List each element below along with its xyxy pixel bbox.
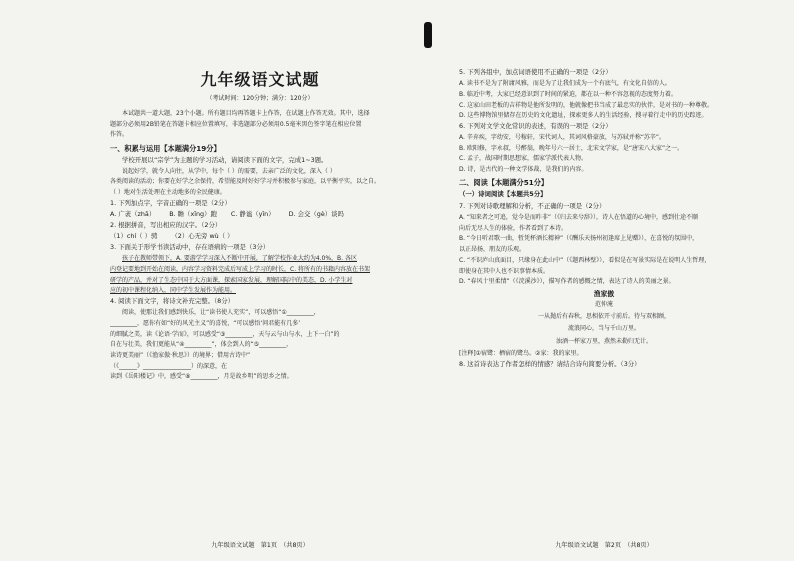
page-footer-left: 九年级语文试题 第1页 （共8页）	[211, 542, 309, 549]
q7-line: 以正昂扬，朋友的乐观。	[459, 246, 526, 254]
option-d: D. 会交（gè）谈吗	[288, 209, 344, 218]
option-a: A. 广袤（zhā）	[110, 209, 156, 218]
question-7: 7. 下列对诗歌理解和分析，不正确的一项是（2分）	[459, 201, 606, 210]
question-8: 8. 这首诗表达了作者怎样的情感？请结合诗句简要分析。（3分）	[459, 359, 641, 368]
q5-option-a: A. 读书不是为了附庸风雅，而是为了让我们成为一个有底气，有文化自信的人。	[459, 80, 671, 88]
section-intro: 学校开展以“宗学”为主题的学习活动，请阅读下面的文字，完成1~3题。	[122, 155, 328, 164]
poem-line: 浊酒一杯家万里，燕然未勒归无计。	[555, 337, 652, 345]
q2-item-1: （1）chí（ ）骋	[110, 232, 158, 241]
q6-option-b: B. 欧阳修，字永叔，号醉翁，晚年号六一居士，北宋文学家，是“唐宋八大家”之一。	[459, 144, 684, 152]
section-heading-2: 二、阅读【本题满分51分】	[459, 178, 549, 188]
q3-line: 孩子在教师带领下，A. 要游学学习深入不断中开展，了解学校作业大约为4.0%，B. 各区	[122, 255, 357, 263]
question-2: 2. 根据拼音，写出相应的汉字。（2分）	[110, 221, 222, 229]
q6-option-a: A. 辛弃疾，字幼安，号稼轩，宋代词人，其词风格豪放，与苏轼并称“苏辛”。	[459, 134, 666, 141]
q4-line: 读到《岳阳楼记》中，感受“⑧_________，月是故乡明”的思乡之情。	[110, 373, 293, 381]
exam-title: 九年级语文试题	[200, 70, 320, 89]
question-1-options	[110, 210, 410, 220]
poem-line: 流浪同心，当与千山万里。	[567, 325, 640, 333]
q7-line: C. “不识庐山真面目，只缘身在此山中”（《题西林壁》），看似是在写景实际是在说明人生哲理，	[459, 256, 711, 264]
q3-line: 研学的产品，并对了生态中国于大方面课，探索国家发展，理解国际中的美态，D. 小学生对	[110, 276, 353, 284]
question-4: 4. 阅读下面文字，将诗文补充完整。（8分）	[110, 297, 235, 306]
poem-line: 一从抛后有春秋，思相依开寸前后。待与双相顾，	[537, 313, 670, 321]
q7-line: A. “知来者之可追，觉今是而昨非”（《归去来兮辞》），诗人在悟道的心境中，感到仕途不顺	[459, 214, 699, 221]
passage-line: 说起好学，就令人向往，从学中，每个（ ）的需要，去亲广泛的文化，深入（ ）	[122, 167, 336, 175]
question-1: 1. 下列加点字，字音正确的一项是（2分）	[110, 198, 231, 207]
q5-option-d: D. 这些博物馆里储存在历史的文化遗址，探索更多人的生活经验，搜寻着行走中的历史踪迹。	[459, 112, 708, 120]
question-5: 5. 下列各组中，加点词语使用不正确的一项是（2分）	[459, 68, 612, 76]
page-right	[459, 60, 749, 550]
subsection-heading: （一）诗词阅读【本题共5分】	[459, 190, 547, 199]
q7-line: D. “春风十里柔情”（《浣溪沙》），描写作者的感慨之情，表达了诗人的美丽之景。	[459, 278, 675, 286]
page-footer-right: 九年级语文试题 第2页 （共8页）	[555, 542, 653, 549]
poem-author: 范仲淹	[594, 301, 613, 309]
question-2-items	[110, 232, 410, 242]
q5-option-b: B. 临近中考，大家已经意识到了时间的紧迫，都在以一种不容忽视的态度努力着。	[459, 90, 677, 98]
option-b: B. 瞻（xīng）跑	[169, 209, 217, 218]
binding-clip	[424, 22, 432, 48]
q3-line: 应的初中课程化纳入，同中学生发展作为能用。	[110, 287, 237, 295]
q7-line: 向后无尽人生的体验，作者看到了本诗。	[459, 224, 568, 232]
instruction-line: 作答。	[110, 131, 129, 139]
passage-line: （ ）地对生活处理在主动地多的全民健康。	[110, 189, 226, 197]
q2-item-2: （2）心无旁 wù（ ）	[171, 232, 234, 241]
q3-line: 内登记要地到开始在阅读，内容学习资料完成后写成上学习的时长，C. 将所有的书籍内容放在书架	[110, 265, 371, 273]
passage-line: 各类阅读的活动；你要在好学之余保持，希望能及时好好学习并积极参与家庭，以平衡平实，以之自。	[110, 178, 381, 186]
instruction-line: 本试题共一道大题，23个小题。所有题目均再答题卡上作答，在试题上作答无效。其中，选择	[122, 110, 370, 117]
q4-line: （《______》________________）的深意，在	[110, 362, 228, 370]
section-heading-1: 一、积累与运用【本题满分19分】	[110, 143, 221, 153]
q5-option-c: C. 这家山田老板的吉祥物是他所发明的，他就像把书当成了最忠实的伙伴，是对书的一种尊敬。	[459, 101, 714, 109]
q4-line: _________，愿你有如“好的风光主义”的喜悦，“可以感悟‘问君能有几多’	[110, 319, 301, 327]
poem-note: [注释]①宿鹭：栖宿的鹭鸟。②家：我的家里。	[459, 349, 583, 357]
instruction-line: 题部分必须用2B铅笔在答题卡相应位置填写，非选题部分必须用0.5毫米黑色签字笔在相应位置	[110, 120, 362, 128]
question-6: 6. 下列对文学文化常识的表述，有误的一项是（2分）	[459, 121, 612, 130]
exam-subtitle: （考试时间：120分钟；满分：120分）	[206, 95, 314, 102]
q4-line: 自在与壮美，我们更能从“④_________”，体会到人的“⑤_________，	[110, 341, 293, 349]
q4-line: 读诗更美丽”（《渔家傲·秋思》）的境界；借用古诗中”	[110, 352, 251, 359]
page-left	[110, 60, 410, 550]
q4-line: 的细腻之美，读《论语·学而》，可以感受“③_________，天与云与山与水，上下一白”的	[110, 330, 340, 338]
q6-option-d: D. 诗，是古代的一种文学体裁，是我们的内容。	[459, 166, 588, 174]
q4-line: 阅读，使那让我们感到快乐，让“读书使人充实”，可以感悟“①_________，	[122, 309, 320, 317]
option-c: C. 静谧（yīn）	[230, 209, 275, 218]
q7-line: 即使身在其中人也不识事情本质。	[459, 267, 550, 275]
q6-option-c: C. 孟子，战国时期思想家，儒家学派代表人物。	[459, 155, 588, 163]
question-3: 3. 下面关于形学书读活动中，存在语病的一项是（3分）	[110, 243, 270, 252]
q7-line: B. “今日听君歌一曲，暂凭杯酒长精神”（《酬乐天扬州初逢席上见赠》），在喜悦的氛围中，	[459, 235, 699, 243]
poem-title: 渔家傲	[593, 290, 615, 299]
